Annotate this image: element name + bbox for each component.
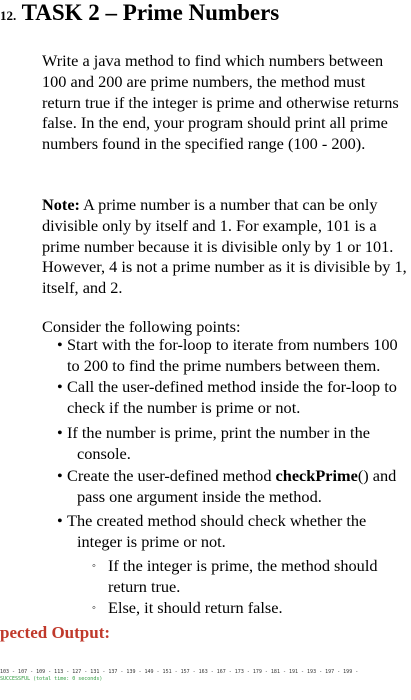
points-intro: Consider the following points:: [42, 317, 241, 336]
bullet-icon: •: [57, 335, 63, 354]
expected-output-label: pected Output:: [0, 623, 111, 642]
section-number: 12.: [0, 8, 17, 23]
task-heading: [0, 0, 279, 29]
bullet-icon: •: [57, 377, 63, 396]
task-title: TASK 2 – Prime Numbers: [21, 0, 280, 25]
build-status: SUCCESSFUL (total time: 0 seconds): [0, 676, 103, 682]
method-name: checkPrime: [275, 466, 358, 485]
note-label: Note:: [42, 195, 80, 214]
sub-list-item: ◦ Else, it should return false.: [92, 598, 283, 617]
console-line: 103 - 107 - 109 - 113 - 127 - 131 - 137 - 139 - 149 - 151 - 157 - 163 - 167 - 173 - 179 - 181 - 191 - 193 - 197 - 199 -: [0, 669, 359, 675]
task-description: Write a java method to find which numbers between 100 and 200 are prime numbers, the method must return true if the integer is prime and otherwise returns false. In the end, your program should print all prime numbers found in the specified range (100 - 200).: [42, 51, 399, 154]
list-item: • Call the user-defined method inside the for-loop to check if the number is prime or not.: [57, 377, 397, 417]
console-output: [0, 669, 411, 683]
circle-bullet-icon: ◦: [92, 560, 96, 572]
sub-list-item: ◦ If the integer is prime, the method should return true.: [92, 556, 378, 596]
list-item: • The created method should check whether the integer is prime or not.: [57, 511, 367, 551]
note-text: A prime number is a number that can be only divisible only by itself and 1. For example, 101 is a prime number because it is divisible only by 1 or 101. However, 4 is not a prime number as it is divisible by 1, itself, and 2.: [42, 195, 407, 298]
list-item: • Start with the for-loop to iterate from numbers 100 to 200 to find the prime numbers between them.: [57, 335, 398, 375]
circle-bullet-icon: ◦: [92, 602, 96, 614]
bullet-icon: •: [57, 466, 63, 485]
bullet-icon: •: [57, 423, 63, 442]
list-item: • If the number is prime, print the number in the console.: [57, 423, 370, 463]
note-paragraph: [42, 195, 408, 299]
bullet-icon: •: [57, 511, 63, 530]
list-item: • Create the user-defined method checkPrime() and pass one argument inside the method.: [57, 466, 397, 506]
